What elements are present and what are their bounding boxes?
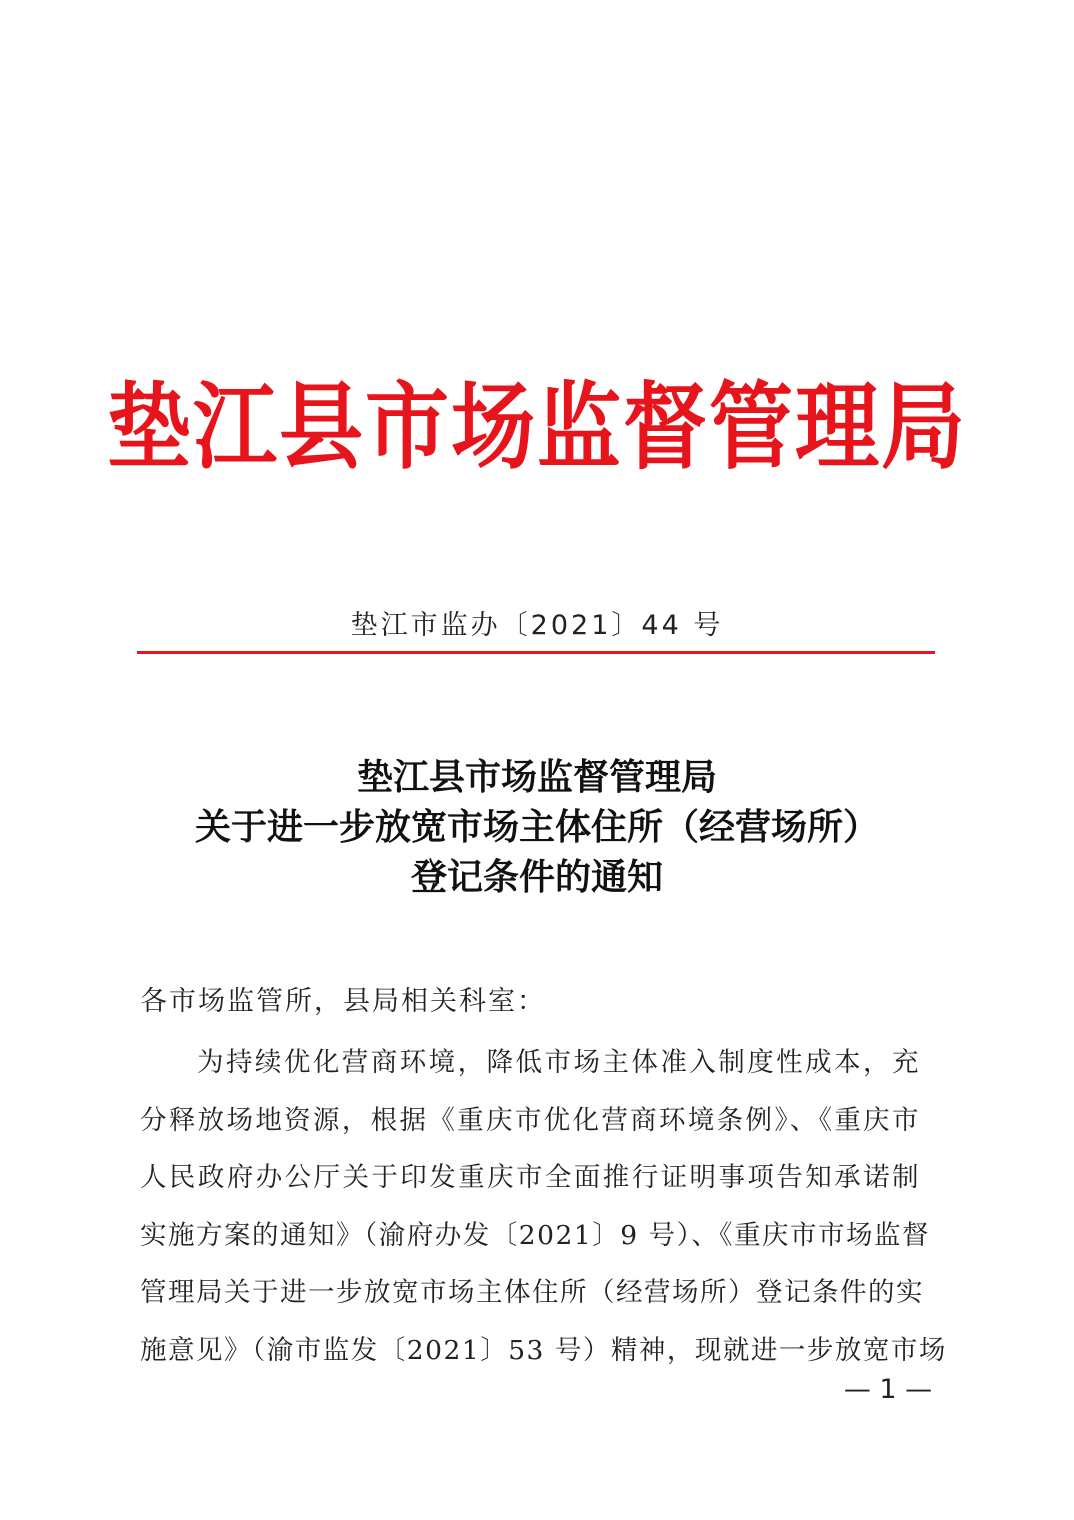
body-line: 施意见》（渝市监发〔2021〕53 号）精神，现就进一步放宽市场 <box>140 1334 947 1366</box>
red-separator-rule <box>137 651 935 654</box>
page-number: — 1 — <box>843 1374 933 1405</box>
salutation: 各市场监管所，县局相关科室： <box>140 986 546 1017</box>
issuing-authority-header: 垫江县市场监督管理局 <box>106 371 967 483</box>
title-line-3: 登记条件的通知 <box>410 856 663 898</box>
body-paragraph <box>140 1034 947 1379</box>
body-line: 分释放场地资源，根据《重庆市优化营商环境条例》、《重庆市 <box>140 1104 920 1136</box>
body-line: 管理局关于进一步放宽市场主体住所（经营场所）登记条件的实 <box>140 1277 924 1308</box>
document-title <box>0 752 1074 902</box>
body-line: 为持续优化营商环境，降低市场主体准入制度性成本，充 <box>197 1047 920 1078</box>
title-line-2: 关于进一步放宽市场主体住所（经营场所） <box>194 806 879 848</box>
title-line-1: 垫江县市场监督管理局 <box>356 756 717 798</box>
body-line: 实施方案的通知》（渝府办发〔2021〕9 号）、《重庆市市场监督 <box>140 1219 930 1251</box>
document-number: 垫江市监办〔2021〕44 号 <box>350 610 724 641</box>
body-line: 人民政府办公厅关于印发重庆市全面推行证明事项告知承诺制 <box>140 1162 920 1193</box>
